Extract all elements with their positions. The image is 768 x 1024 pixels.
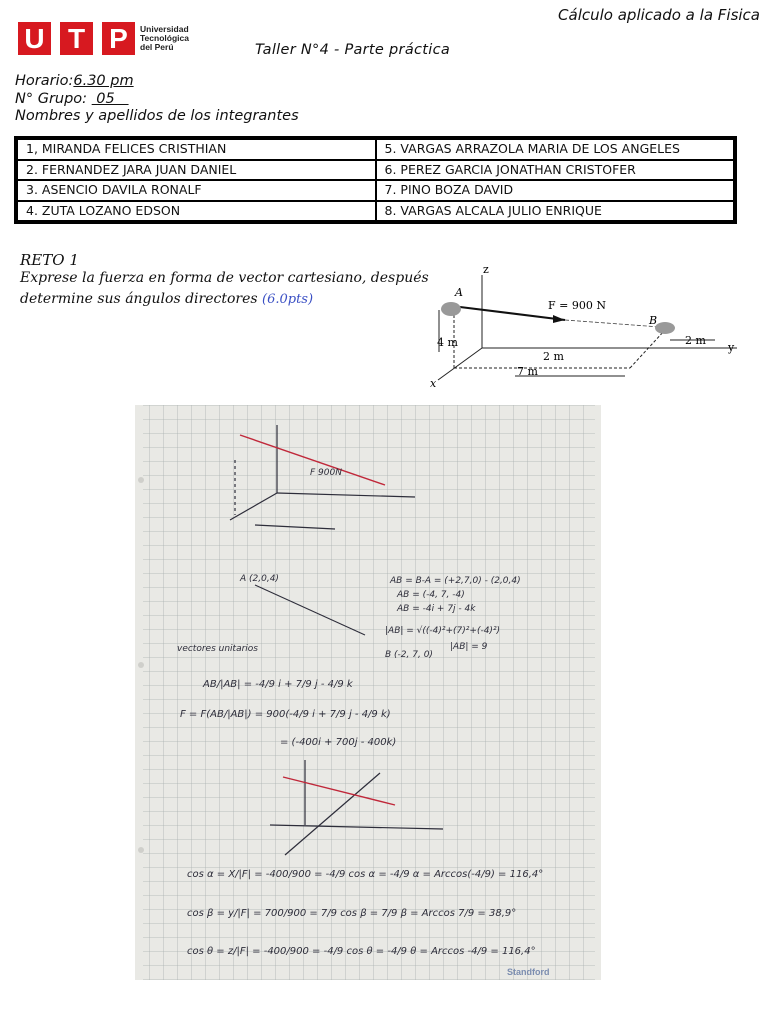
horario-value: 6.30 pm [73, 73, 134, 89]
reto-points: (6.0pts) [262, 292, 314, 307]
point-a-label: A [455, 286, 463, 299]
force-vector-result: = (-400i + 700j - 400k) [280, 737, 397, 748]
dist-label-2m-b: 2 m [685, 334, 706, 347]
x-axis-label: x [430, 377, 437, 390]
logo-letter-t: T [60, 22, 93, 55]
page-title: Taller N°4 - Parte práctica [255, 42, 451, 58]
member-cell: 8. VARGAS ALCALA JULIO ENRIQUE [376, 201, 735, 222]
members-table [14, 136, 737, 224]
reto-title: RETO 1 [20, 251, 79, 269]
force-vector-eq: F = F(AB/|AB|) = 900(-4/9 i + 7/9 j - 4/9 k) [180, 709, 391, 720]
sketch-force-text: F 900N [310, 468, 342, 478]
force-diagram [425, 260, 745, 390]
cos-beta-eq: cos β = y/|F| = 700/900 = 7/9 cos β = 7/9 β = Arccos 7/9 = 38,9° [187, 908, 517, 919]
member-cell: 5. VARGAS ARRAZOLA MARIA DE LOS ANGELES [376, 139, 735, 160]
course-name: Cálculo aplicado a la Fisica [558, 6, 760, 24]
university-name: Universidad Tecnológica del Perú [140, 24, 189, 52]
unit-vector-eq: AB/|AB| = -4/9 i + 7/9 j - 4/9 k [203, 679, 353, 690]
y-axis-label: y [728, 341, 735, 354]
logo-letter-p: P [102, 22, 135, 55]
utp-logo [18, 22, 196, 58]
point-b-label: B [649, 314, 658, 327]
notebook-brand: Standford [507, 967, 550, 977]
cos-alpha-eq: cos α = X/|F| = -400/900 = -4/9 cos α = -4/9 α = Arccos(-4/9) = 116,4° [187, 869, 544, 880]
force-label: F = 900 N [548, 299, 606, 312]
grupo-line [15, 91, 129, 107]
magnitude-line-2: |AB| = 9 [450, 642, 488, 652]
members-heading: Nombres y apellidos de los integrantes [15, 108, 299, 124]
point-b-text: B (-2, 7, 0) [385, 650, 433, 660]
handwritten-solution-photo [135, 405, 601, 980]
point-a-text: A (2,0,4) [240, 574, 279, 584]
member-cell: 1, MIRANDA FELICES CRISTHIAN [17, 139, 376, 160]
member-cell: 7. PINO BOZA DAVID [376, 180, 735, 201]
anchor-b-shape [655, 322, 675, 334]
height-label: 4 m [437, 336, 458, 349]
horario-line [15, 73, 134, 89]
dist-label-7m: 7 m [517, 365, 538, 378]
vector-ab-line-3: AB = -4i + 7j - 4k [397, 604, 476, 614]
logo-letter-u: U [18, 22, 51, 55]
unit-vectors-label: vectores unitarios [177, 644, 258, 654]
member-cell: 2. FERNANDEZ JARA JUAN DANIEL [17, 160, 376, 181]
reto-statement-text: Exprese la fuerza en forma de vector cartesiano, después determine sus ángulos directores [20, 270, 429, 307]
vector-ab-line-1: AB = B-A = (+2,7,0) - (2,0,4) [390, 576, 521, 586]
cos-theta-eq: cos θ = z/|F| = -400/900 = -4/9 cos θ = -4/9 θ = Arccos -4/9 = 116,4° [187, 946, 536, 957]
horario-label: Horario: [15, 73, 74, 89]
anchor-a-shape [441, 302, 461, 316]
z-axis-label: z [483, 263, 489, 276]
handwritten-sheet [135, 405, 601, 980]
member-cell: 4. ZUTA LOZANO EDSON [17, 201, 376, 222]
grupo-value: 05 [91, 91, 129, 107]
reto-statement [20, 268, 430, 310]
magnitude-line-1: |AB| = √((-4)²+(7)²+(-4)²) [385, 626, 501, 636]
member-cell: 3. ASENCIO DAVILA RONALF [17, 180, 376, 201]
member-cell: 6. PEREZ GARCIA JONATHAN CRISTOFER [376, 160, 735, 181]
dist-label-2m-a: 2 m [543, 350, 564, 363]
vector-ab-line-2: AB = (-4, 7, -4) [397, 590, 465, 600]
grupo-label: N° Grupo: [15, 91, 88, 107]
